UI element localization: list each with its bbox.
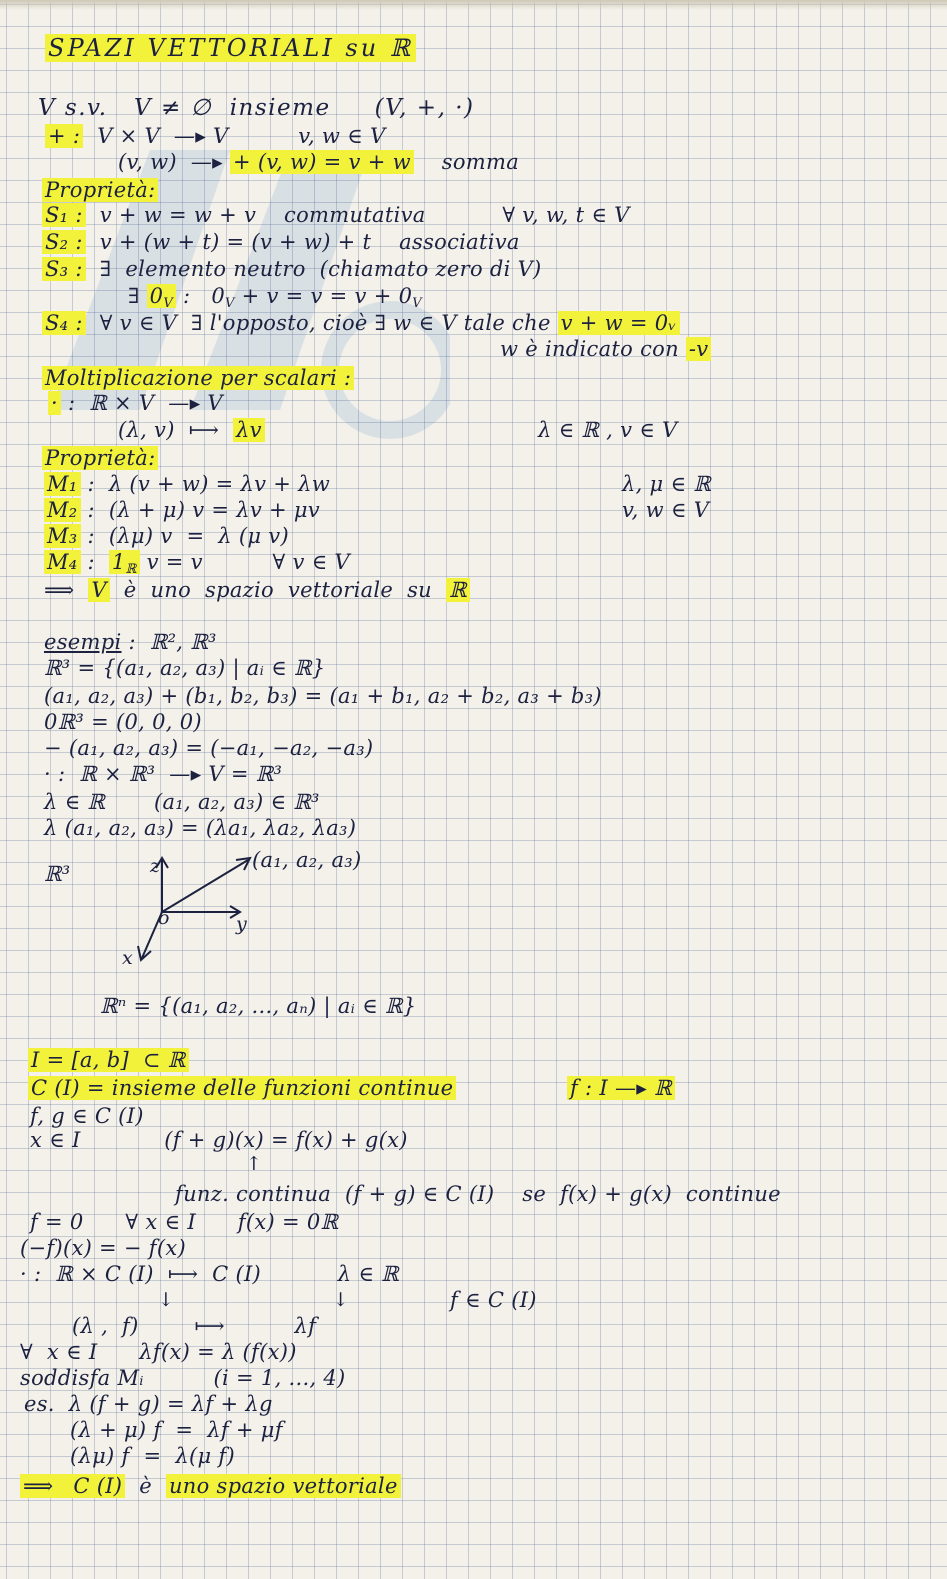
fg-in-ci: f, g ∈ C (I)	[30, 1104, 144, 1128]
m-domain-1: λ, μ ∈ ℝ	[622, 472, 712, 496]
opposite-note: w è indicato con -v	[500, 337, 711, 361]
properties-heading-2: Proprietà:	[42, 446, 158, 470]
function-scalar-rule: (λ , f) ⟼ λf	[72, 1314, 317, 1338]
zero-function: f = 0 ∀ x ∈ I f(x) = 0ℝ	[30, 1210, 339, 1234]
up-arrow-note: ↑	[246, 1153, 263, 1175]
axis-x-label: x	[122, 947, 134, 969]
scalar-mult-domain: λ ∈ ℝ , v ∈ V	[538, 418, 678, 442]
opposite-function: (−f)(x) = − f(x)	[20, 1236, 187, 1260]
scalar-mult-rule: (λ, v) ⟼ λv	[118, 418, 265, 442]
scalar-mult-heading: Moltiplicazione per scalari :	[42, 366, 354, 390]
f-in-ci: f ∈ C (I)	[450, 1288, 537, 1312]
sum-of-functions: x ∈ I (f + g)(x) = f(x) + g(x)	[30, 1128, 408, 1152]
property-s3: S₃ : ∃ elemento neutro (chiamato zero di V)	[42, 257, 542, 281]
examples-line: esempi : ℝ², ℝ³	[44, 630, 217, 654]
vs-conclusion: ⟹ V è uno spazio vettoriale su ℝ	[44, 578, 470, 602]
property-m2: M₂ : (λ + μ) v = λv + μv	[44, 498, 320, 522]
example-distributive-2: (λ + μ) f = λf + μf	[70, 1418, 283, 1442]
properties-heading: Proprietà:	[42, 178, 158, 202]
r3-definition: ℝ³ = {(a₁, a₂, a₃) | aᵢ ∈ ℝ}	[44, 656, 326, 680]
property-s4: S₄ : ∀ v ∈ V ∃ l'opposto, cioè ∃ w ∈ V tale che v + w = 0ᵥ	[42, 311, 680, 335]
property-m4: M₄ : $1_ℝ$ v = v ∀ v ∈ V	[44, 550, 350, 582]
vs-definition: V s.v. V ≠ ∅ insieme (V, +, ·)	[38, 95, 475, 121]
sum-map-line: + : V × V —▸ V v, w ∈ V	[45, 124, 385, 148]
pointwise-scalar: ∀ x ∈ I λf(x) = λ (f(x))	[20, 1340, 297, 1364]
r3-scalar-rule: λ (a₁, a₂, a₃) = (λa₁, λa₂, λa₃)	[44, 816, 357, 840]
origin-label: o	[158, 907, 170, 929]
position-vector	[162, 860, 248, 912]
axis-y-label: y	[236, 913, 248, 935]
m-domain-2: v, w ∈ V	[622, 498, 710, 522]
r3-label: ℝ³	[44, 862, 71, 886]
page-edge	[0, 0, 947, 10]
example-associative: (λμ) f = λ(μ f)	[70, 1444, 235, 1468]
r3-opposite: − (a₁, a₂, a₃) = (−a₁, −a₂, −a₃)	[44, 736, 374, 760]
property-s2: S₂ : v + (w + t) = (v + w) + t associativa	[42, 230, 520, 254]
property-m1: M₁ : λ (v + w) = λv + λw	[44, 472, 330, 496]
rn-definition: ℝⁿ = {(a₁, a₂, ..., aₙ) | aᵢ ∈ ℝ}	[100, 994, 417, 1018]
sum-rule-line: (v, w) —▸ + (v, w) = v + w somma	[118, 150, 520, 174]
zero-vector-line: ∃ $0_V$ : $0_V + v = v = v + 0_V$	[128, 284, 422, 311]
example-distributive: es. λ (f + g) = λf + λg	[24, 1392, 273, 1416]
axis-z-label: z	[150, 855, 161, 877]
r3-scalar-domain: λ ∈ ℝ (a₁, a₂, a₃) ∈ ℝ³	[44, 790, 320, 814]
page-title: SPAZI VETTORIALI su ℝ	[45, 36, 416, 60]
property-s1: S₁ : v + w = w + v commutativa ∀ v, w, t ∈ V	[42, 203, 630, 227]
r3-scalar-map: · : ℝ × ℝ³ —▸ V = ℝ³	[44, 762, 283, 786]
continuous-functions-line: C (I) = insieme delle funzioni continue	[28, 1076, 456, 1100]
continuity-note: funz. continua (f + g) ∈ C (I) se f(x) + g(x) continue	[175, 1182, 781, 1206]
function-scalar-map: · : ℝ × C (I) ⟼ C (I) λ ∈ ℝ	[20, 1262, 399, 1286]
function-space-conclusion: ⟹ C (I) è uno spazio vettoriale	[20, 1474, 401, 1498]
interval-line: I = [a, b] ⊂ ℝ	[28, 1048, 189, 1072]
point-label: (a₁, a₂, a₃)	[252, 848, 362, 872]
satisfies-mi: soddisfa Mᵢ (i = 1, ..., 4)	[20, 1366, 346, 1390]
scalar-mult-map: · : ℝ × V —▸ V	[48, 391, 223, 415]
function-map: f : I —▸ ℝ	[567, 1076, 675, 1100]
property-m3: M₃ : (λμ) v = λ (μ v)	[44, 524, 289, 548]
r3-zero: 0ℝ³ = (0, 0, 0)	[44, 710, 202, 734]
r3-sum: (a₁, a₂, a₃) + (b₁, b₂, b₃) = (a₁ + b₁, a₂ + b₂, a₃ + b₃)	[44, 684, 602, 708]
mapping-arrows: ↓ ↓	[158, 1289, 349, 1311]
